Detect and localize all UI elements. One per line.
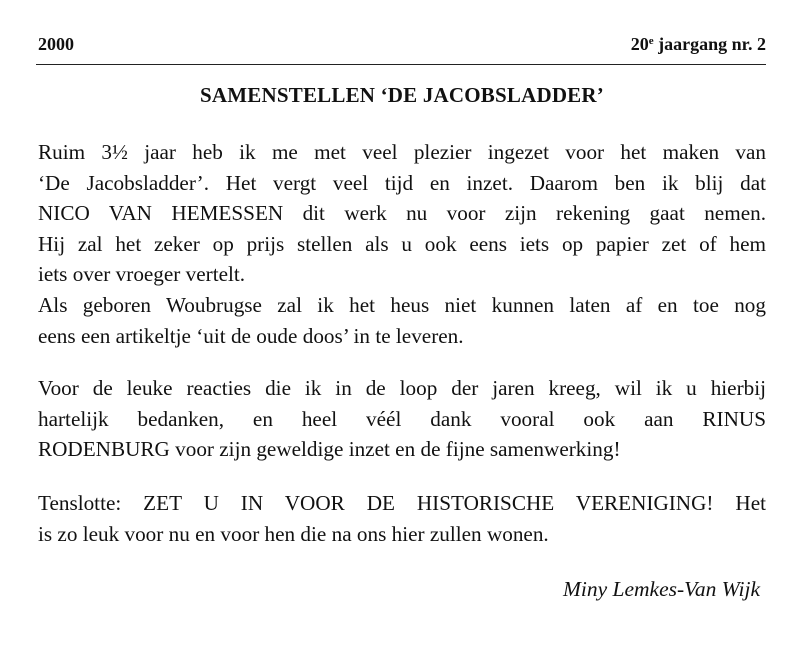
header-volume-number: 20 xyxy=(630,34,649,54)
paragraph-2 xyxy=(38,373,766,465)
paragraph-3 xyxy=(38,488,766,549)
header-volume xyxy=(631,34,766,55)
header-divider xyxy=(36,64,766,65)
header-volume-superscript: e xyxy=(648,35,654,47)
paragraph-line: Hij zal het zeker op prijs stellen als u ook eens iets op papier zet of hem xyxy=(38,231,766,256)
paragraph-line: NICO VAN HEMESSEN dit werk nu voor zijn rekening gaat nemen. xyxy=(38,201,766,226)
author-signature: Miny Lemkes-Van Wijk xyxy=(562,577,760,601)
paragraph-1 xyxy=(38,137,766,351)
paragraph-line: ‘De Jacobsladder’. Het vergt veel tijd en inzet. Daarom ben ik blij dat xyxy=(38,170,766,195)
article-title: SAMENSTELLEN ‘DE JACOBSLADDER’ xyxy=(200,83,604,107)
paragraph-line: iets over vroeger vertelt. xyxy=(38,262,246,287)
paragraph-line: hartelijk bedanken, en heel véél dank vooral ook aan RINUS xyxy=(38,406,766,431)
paragraph-line: Voor de leuke reacties die ik in de loop der jaren kreeg, wil ik u hierbij xyxy=(38,376,766,400)
header-year: 2000 xyxy=(38,34,74,54)
header-volume-text: jaargang nr. 2 xyxy=(653,34,766,54)
paragraph-line: RODENBURG voor zijn geweldige inzet en de fijne samenwerking! xyxy=(38,437,621,462)
paragraph-line: is zo leuk voor nu en voor hen die na ons hier zullen wonen. xyxy=(38,521,549,546)
page-header xyxy=(38,32,766,58)
paragraph-line: eens een artikeltje ‘uit de oude doos’ in te leveren. xyxy=(38,323,464,348)
paragraph-line: Ruim 3½ jaar heb ik me met veel plezier ingezet voor het maken van xyxy=(38,140,766,164)
paragraph-line: Tenslotte: ZET U IN VOOR DE HISTORISCHE VERENIGING! Het xyxy=(38,491,766,515)
paragraph-line: Als geboren Woubrugse zal ik het heus niet kunnen laten af en toe nog xyxy=(38,292,766,317)
